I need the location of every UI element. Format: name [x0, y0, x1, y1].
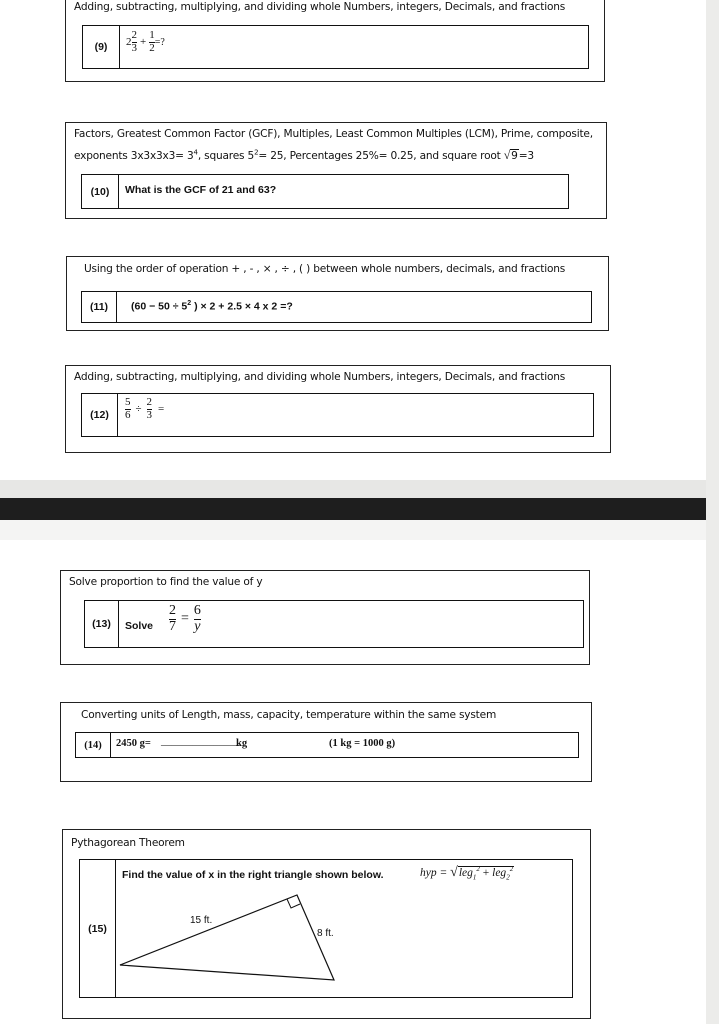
question-text: What is the GCF of 21 and 63?	[125, 184, 277, 196]
unit-label: kg	[236, 738, 248, 749]
question-box-10	[81, 174, 569, 209]
page-divider	[0, 498, 706, 520]
operator: +	[140, 36, 147, 49]
question-text: Find the value of x in the right triangle shown below.	[122, 869, 384, 881]
right-triangle	[120, 895, 334, 980]
question-box-9	[82, 25, 589, 69]
fraction: $\frac{2}{3}$	[146, 396, 153, 421]
section-heading: Pythagorean Theorem	[71, 837, 185, 849]
section-heading: Factors, Greatest Common Factor (GCF), Multiples, Least Common Multiples (LCM), Prime, composite,	[74, 128, 593, 140]
fraction: $\frac{6}{y}$	[193, 603, 201, 634]
conversion-hint: (1 kg = 1000 g)	[329, 738, 396, 749]
operator: ÷	[135, 403, 142, 416]
fraction: $\frac{5}{6}$	[125, 396, 131, 421]
section-heading: Adding, subtracting, multiplying, and dividing whole Numbers, integers, Decimals, and fractions	[74, 371, 566, 383]
answer-blank: _______________	[161, 736, 240, 747]
question-box-14	[75, 732, 579, 758]
question-card-15	[62, 829, 591, 1019]
question-box-11	[81, 291, 592, 323]
question-number: (9)	[83, 26, 120, 68]
question-card-10	[65, 122, 607, 219]
section-heading: Using the order of operation + , - , × , ÷ , ( ) between whole numbers, decimals, and fractions	[84, 263, 566, 275]
section-heading: Solve proportion to find the value of y	[69, 576, 263, 588]
fraction: $\frac{2}{7}$	[169, 603, 176, 634]
question-number: (14)	[76, 733, 111, 757]
question-expression	[126, 30, 165, 54]
question-number: (10)	[82, 175, 119, 208]
question-expression	[125, 397, 164, 421]
mass-value: 2450 g=	[116, 738, 151, 749]
question-number: (12)	[82, 394, 118, 436]
fraction: $\frac{1}{2}$	[149, 29, 155, 54]
question-box-13	[84, 600, 584, 648]
proportion-expression	[169, 604, 201, 634]
pythagorean-formula: hyp = √leg$_1^2$ + leg$_2^2$	[420, 865, 514, 882]
question-number: (11)	[82, 292, 117, 322]
question-card-12	[65, 365, 611, 453]
section-heading-line2: exponents $3x3x3x3= 3^4$, squares $5^2= 25$, Percentages 25%= 0.25, and square root √9=3	[74, 148, 534, 162]
scroll-gutter	[706, 0, 719, 1024]
right-angle-marker	[287, 899, 300, 908]
question-box-12	[81, 393, 594, 437]
side-label-hypotenuse: 15 ft.	[190, 915, 213, 926]
question-expression: ($60 - 50 \div 5^2$ ) × 2 + 2.5 × 4 x 2 =?	[131, 300, 293, 313]
question-card-14	[60, 702, 592, 782]
page-gap	[0, 480, 706, 498]
question-card-11	[66, 256, 609, 331]
solve-label: Solve	[125, 620, 154, 632]
equals-sign: =	[181, 611, 189, 627]
whole-number: 2	[126, 36, 132, 49]
equals-question: =?	[154, 36, 165, 48]
question-number: (15)	[80, 860, 116, 997]
section-heading: Converting units of Length, mass, capacity, temperature within the same system	[81, 709, 497, 721]
section-heading: Adding, subtracting, multiplying, and dividing whole Numbers, integers, Decimals, and fractions	[74, 1, 566, 13]
fraction: $\frac{2}{3}$	[131, 29, 137, 54]
question-card-9	[65, 0, 605, 82]
side-label-leg: 8 ft.	[317, 928, 334, 939]
question-number: (13)	[85, 601, 119, 647]
equals-sign: =	[158, 403, 165, 416]
question-card-13	[60, 570, 590, 665]
question-box-15	[79, 859, 573, 998]
page-gap-lower	[0, 520, 706, 540]
